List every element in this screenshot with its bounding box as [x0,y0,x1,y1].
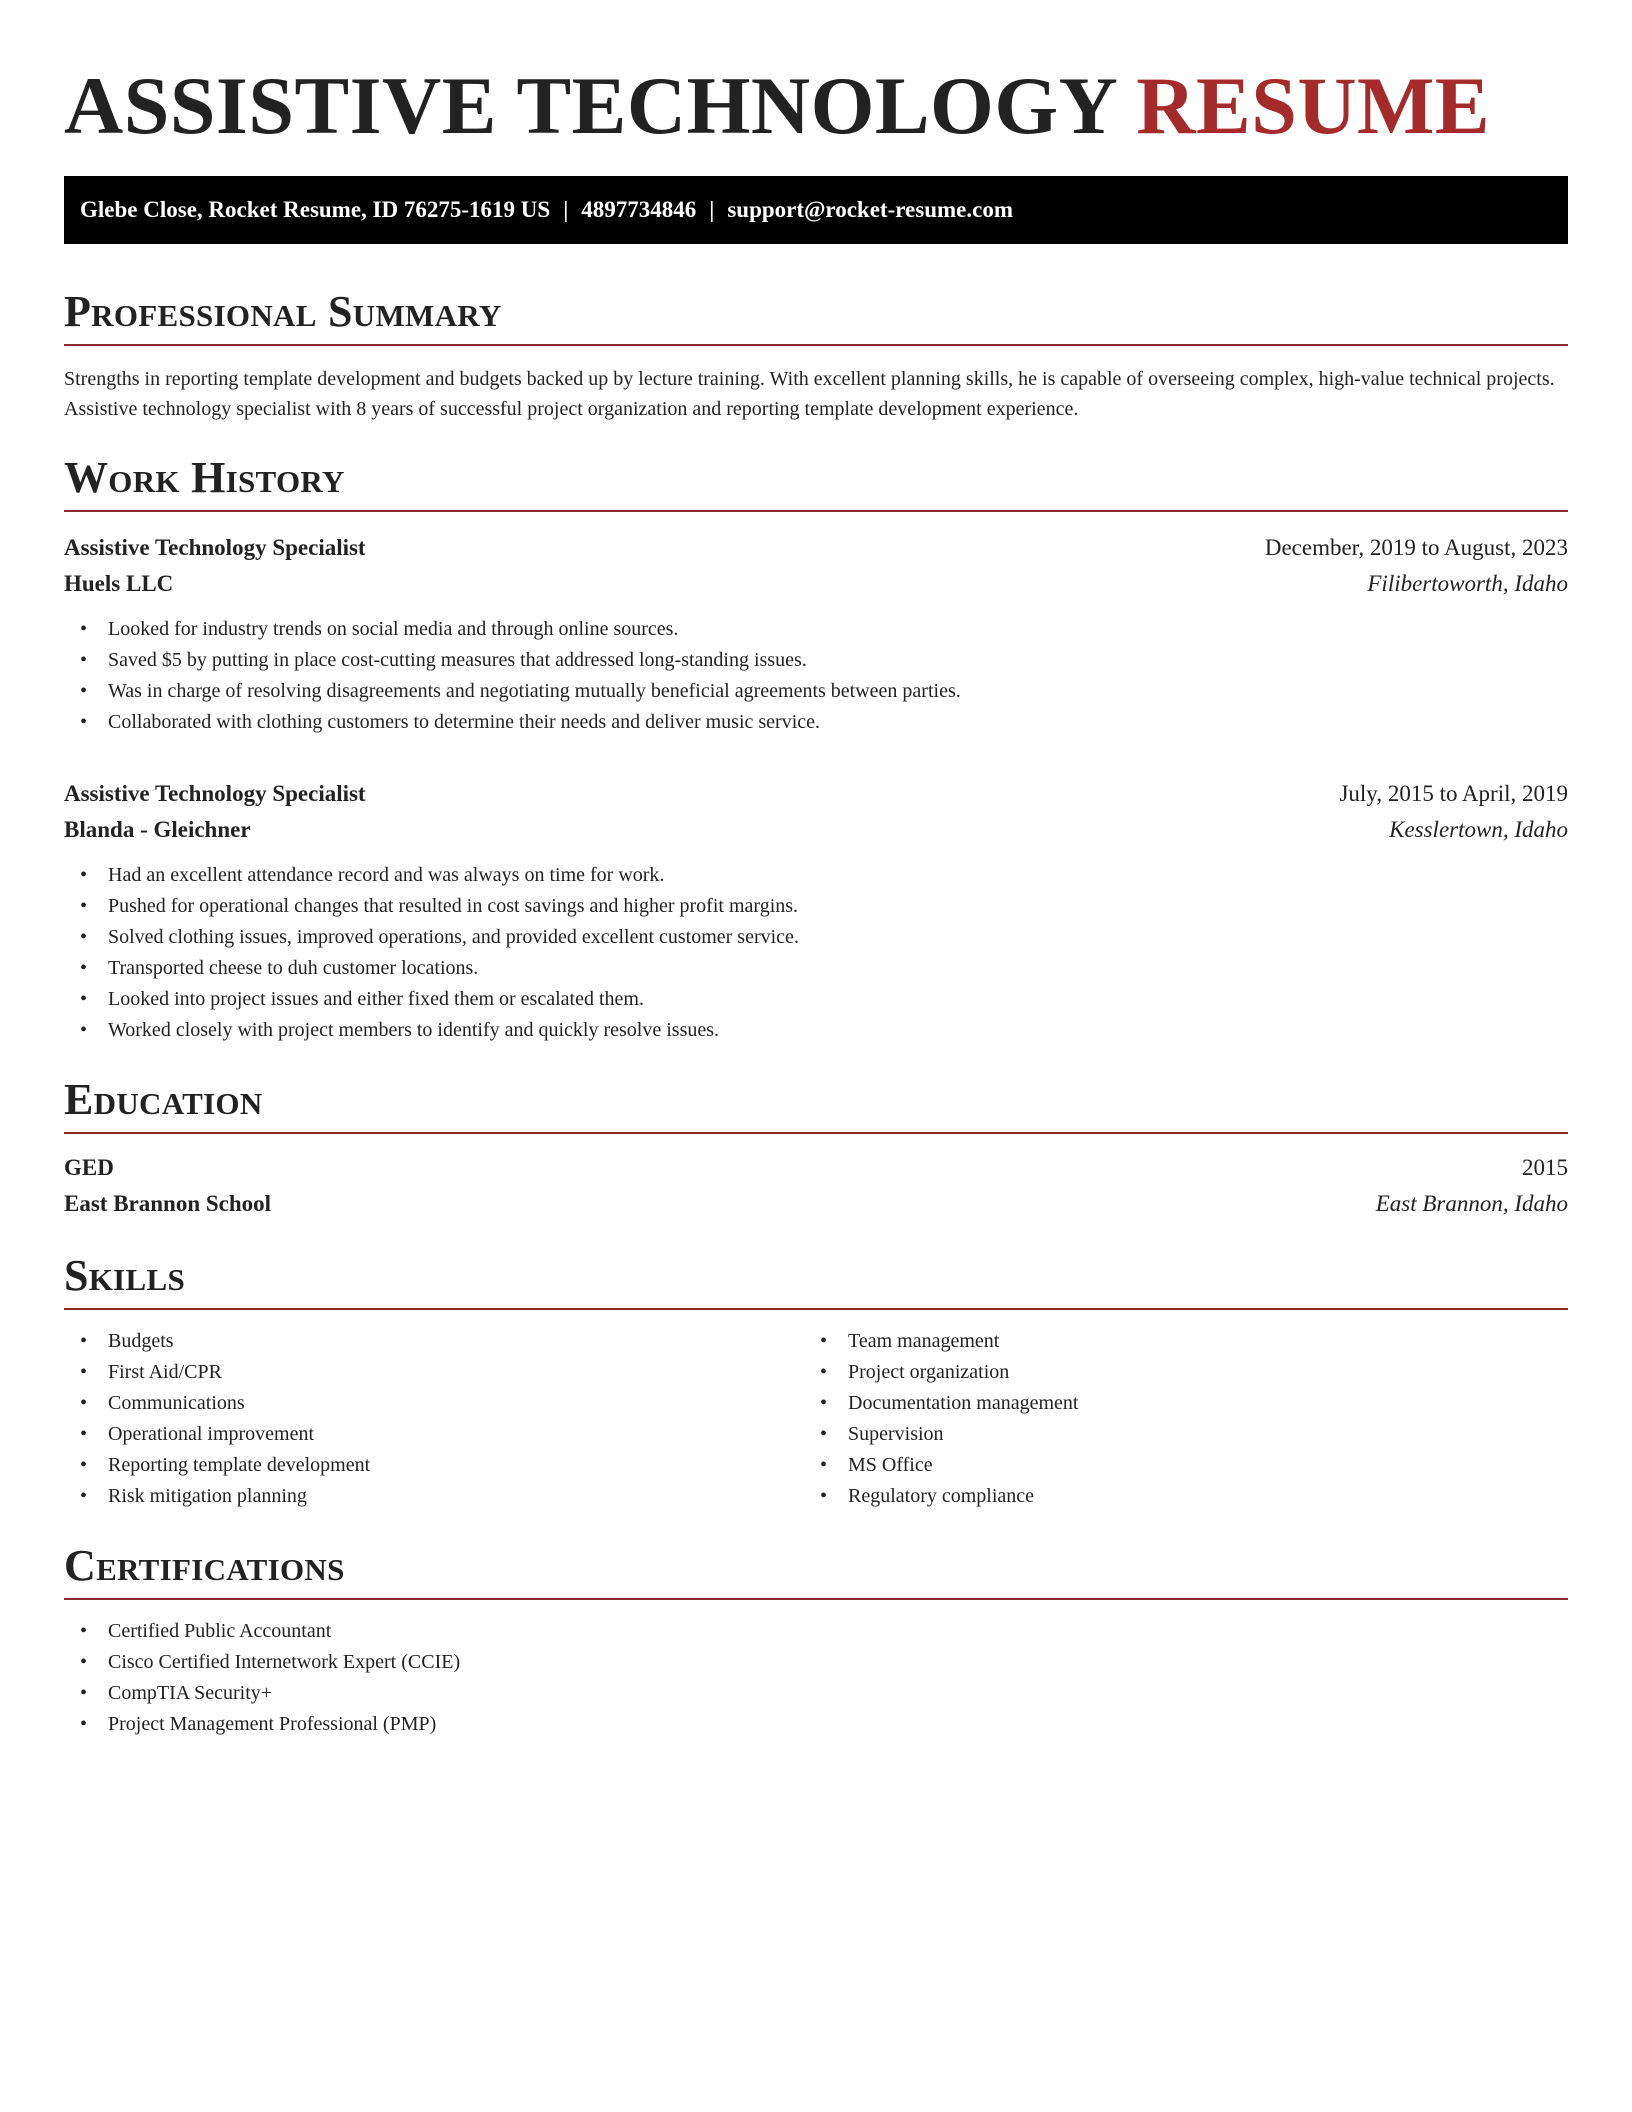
list-item: • Budgets [64,1326,804,1357]
skills-column-left [64,1326,804,1512]
summary-section [64,286,1568,424]
contact-separator: | [709,197,715,222]
list-item: • Reporting template development [64,1450,804,1481]
education-location: East Brannon, Idaho [1375,1191,1568,1216]
section-heading-skills: Skills [64,1250,1568,1310]
list-item: • Certified Public Accountant [64,1616,1568,1647]
skills-column-right [804,1326,1544,1512]
list-item: • Had an excellent attendance record and was always on time for work. [64,860,1568,891]
job-company-row [64,812,1568,848]
contact-address: Glebe Close, Rocket Resume, ID 76275-1619 US [80,197,551,222]
section-heading-education: Education [64,1074,1568,1134]
section-heading-certifications: Certifications [64,1540,1568,1600]
certifications-section [64,1540,1568,1740]
list-item: • Project organization [804,1357,1544,1388]
job-company: Blanda - Gleichner [64,817,251,842]
job-entry [64,530,1568,738]
list-item: • Solved clothing issues, improved operations, and provided excellent customer service. [64,922,1568,953]
list-item: • Collaborated with clothing customers to determine their needs and deliver music service. [64,707,1568,738]
contact-separator: | [563,197,569,222]
job-bullets [64,860,1568,1046]
job-title-row [64,776,1568,812]
list-item: • Operational improvement [64,1419,804,1450]
section-heading-summary: Professional Summary [64,286,1568,346]
list-item: • Regulatory compliance [804,1481,1544,1512]
education-school-row [64,1186,1568,1222]
contact-phone: 4897734846 [581,197,697,222]
job-title: Assistive Technology Specialist [64,535,366,560]
title-accent: RESUME [1136,60,1491,151]
job-title: Assistive Technology Specialist [64,781,366,806]
education-year: 2015 [1522,1155,1568,1180]
certifications-list-wrap [64,1616,1568,1740]
job-dates: December, 2019 to August, 2023 [1264,535,1568,560]
list-item: • Looked into project issues and either fixed them or escalated them. [64,984,1568,1015]
list-item: • Team management [804,1326,1544,1357]
job-location: Kesslertown, Idaho [1389,817,1568,842]
list-item: • Pushed for operational changes that resulted in cost savings and higher profit margins. [64,891,1568,922]
list-item: • Communications [64,1388,804,1419]
education-school: East Brannon School [64,1191,272,1216]
list-item: • Worked closely with project members to identify and quickly resolve issues. [64,1015,1568,1046]
job-company: Huels LLC [64,571,174,596]
certifications-list [64,1616,1568,1740]
skills-columns [64,1326,1568,1512]
resume-title [64,56,1568,156]
skills-list-left [64,1326,804,1512]
list-item: • Risk mitigation planning [64,1481,804,1512]
skills-list-right [804,1326,1544,1512]
list-item: • Supervision [804,1419,1544,1450]
work-history-section [64,452,1568,1046]
contact-email[interactable]: support@rocket-resume.com [727,197,1013,222]
list-item: • Looked for industry trends on social media and through online sources. [64,614,1568,645]
job-location: Filibertoworth, Idaho [1367,571,1568,596]
contact-bar [64,176,1568,244]
list-item: • Cisco Certified Internetwork Expert (CCIE) [64,1647,1568,1678]
job-bullets [64,614,1568,738]
job-dates: July, 2015 to April, 2019 [1339,781,1568,806]
list-item: • Project Management Professional (PMP) [64,1709,1568,1740]
list-item: • Saved $5 by putting in place cost-cutting measures that addressed long-standing issues. [64,645,1568,676]
list-item: • First Aid/CPR [64,1357,804,1388]
job-title-row [64,530,1568,566]
list-item: • CompTIA Security+ [64,1678,1568,1709]
list-item: • Documentation management [804,1388,1544,1419]
title-main: ASSISTIVE TECHNOLOGY [64,60,1116,151]
job-entry [64,776,1568,1046]
education-degree-row [64,1150,1568,1186]
summary-text: Strengths in reporting template development and budgets backed up by lecture training. With excellent planning skills, he is capable of overseeing complex, high-value technical projects. Assistive technology specialist with 8 years of successful project organization and reporting template development experience. [64,368,1555,420]
list-item: • Was in charge of resolving disagreements and negotiating mutually beneficial agreements between parties. [64,676,1568,707]
resume-page [64,56,1568,1740]
list-item: • MS Office [804,1450,1544,1481]
list-item: • Transported cheese to duh customer locations. [64,953,1568,984]
skills-section [64,1250,1568,1512]
education-section [64,1074,1568,1222]
job-company-row [64,566,1568,602]
section-heading-work-history: Work History [64,452,1568,512]
education-entry [64,1150,1568,1222]
education-degree: GED [64,1155,114,1180]
